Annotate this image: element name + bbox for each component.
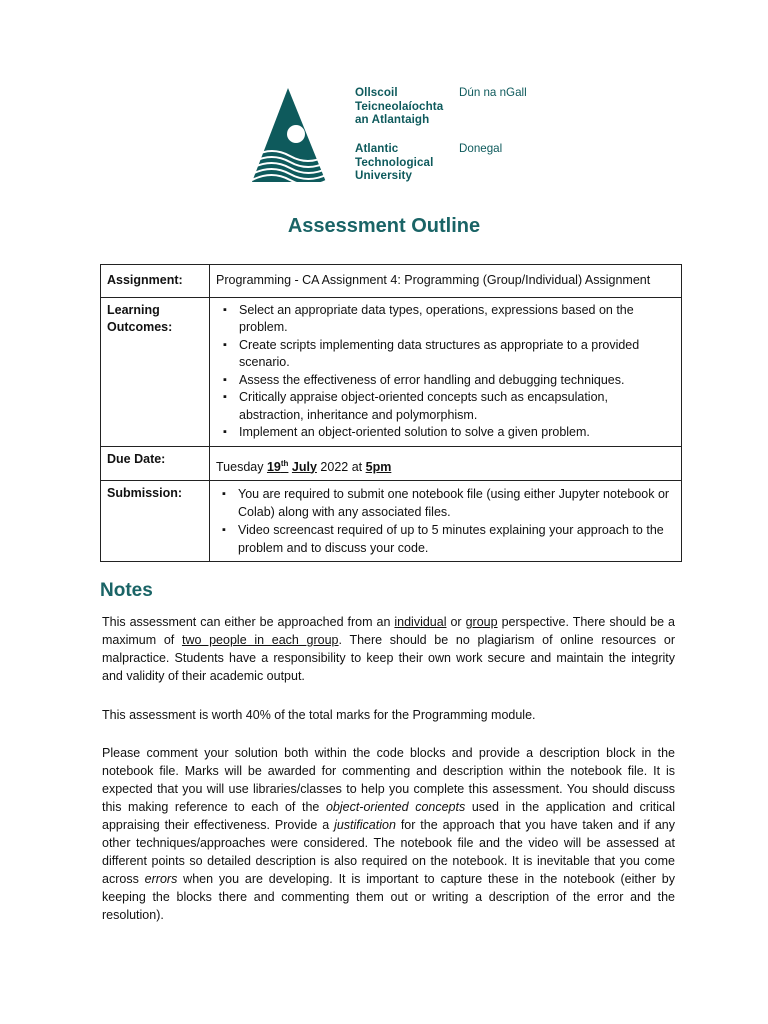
assessment-outline-table (100, 264, 682, 562)
table-row-due-date (101, 446, 682, 481)
table-row-assignment (101, 265, 682, 298)
list-item: ▪ You are required to submit one notebook file (using either Jupyter notebook or Colab) along with any associated files. (238, 485, 675, 521)
outcomes-list (216, 302, 675, 442)
submission-cell (210, 481, 682, 562)
list-item: ▪ Create scripts implementing data structures as appropriate to a provided scenario. (239, 337, 675, 372)
list-item: ▪ Implement an object-oriented solution to solve a given problem. (239, 424, 675, 442)
list-item: ▪ Video screencast required of up to 5 minutes explaining your approach to the problem and to discuss your code. (238, 521, 675, 557)
list-item: ▪ Critically appraise object-oriented concepts such as encapsulation, abstraction, inheritance and polymorphism. (239, 389, 675, 424)
assignment-value: Programming - CA Assignment 4: Programming (Group/Individual) Assignment (210, 265, 682, 298)
logo-english-campus: Donegal (459, 142, 503, 155)
page-title: Assessment Outline (287, 215, 481, 237)
university-logo (250, 86, 550, 186)
table-row-outcomes (101, 297, 682, 446)
submission-label: Submission: (101, 481, 210, 562)
notes-paragraph-2: This assessment is worth 40% of the total marks for the Programming module. (102, 708, 536, 722)
list-item: ▪ Assess the effectiveness of error handling and debugging techniques. (239, 372, 675, 390)
notes-paragraph-1: This assessment can either be approached from an individual or group perspective. There should be a maximum of two people in each group. There should be no plagiarism of online resources or malpractice. Students have a responsibility to keep their own work secure and maintain the integrity and validity of their academic output. (102, 615, 675, 683)
logo-irish-name: Ollscoil Teicneolaíochta an Atlantaigh (355, 86, 444, 126)
outcomes-label: Learning Outcomes: (101, 297, 210, 446)
due-date-value: Tuesday 19th July 2022 at 5pm (210, 446, 682, 481)
assignment-label: Assignment: (101, 265, 210, 298)
atu-emblem-icon (250, 86, 330, 186)
due-date-label: Due Date: (101, 446, 210, 481)
outcomes-cell (210, 297, 682, 446)
table-row-submission (101, 481, 682, 562)
submission-list (216, 485, 675, 557)
list-item: ▪ Select an appropriate data types, operations, expressions based on the problem. (239, 302, 675, 337)
logo-english-name: Atlantic Technological University (355, 142, 434, 182)
notes-heading: Notes (100, 580, 153, 601)
notes-paragraph-3: Please comment your solution both within the code blocks and provide a description block in the notebook file. Marks will be awarded for commenting and description within the notebook file. It is expected that you will use libraries/classes to help you complete this assessment. You should discuss this making reference to each of the object-oriented concepts used in the application and critical appraising their effectiveness. Provide a justification for the approach that you have taken and if any other techniques/approaches were considered. The notebook file and the video will be assessed at different points so detailed description is also required on the notebook. It is inevitable that you come across errors when you are developing. It is important to capture these in the notebook (either by keeping the blocks there and commenting them out or writing a description of the error and the resolution). (102, 746, 675, 922)
logo-irish-campus: Dún na nGall (459, 86, 527, 99)
